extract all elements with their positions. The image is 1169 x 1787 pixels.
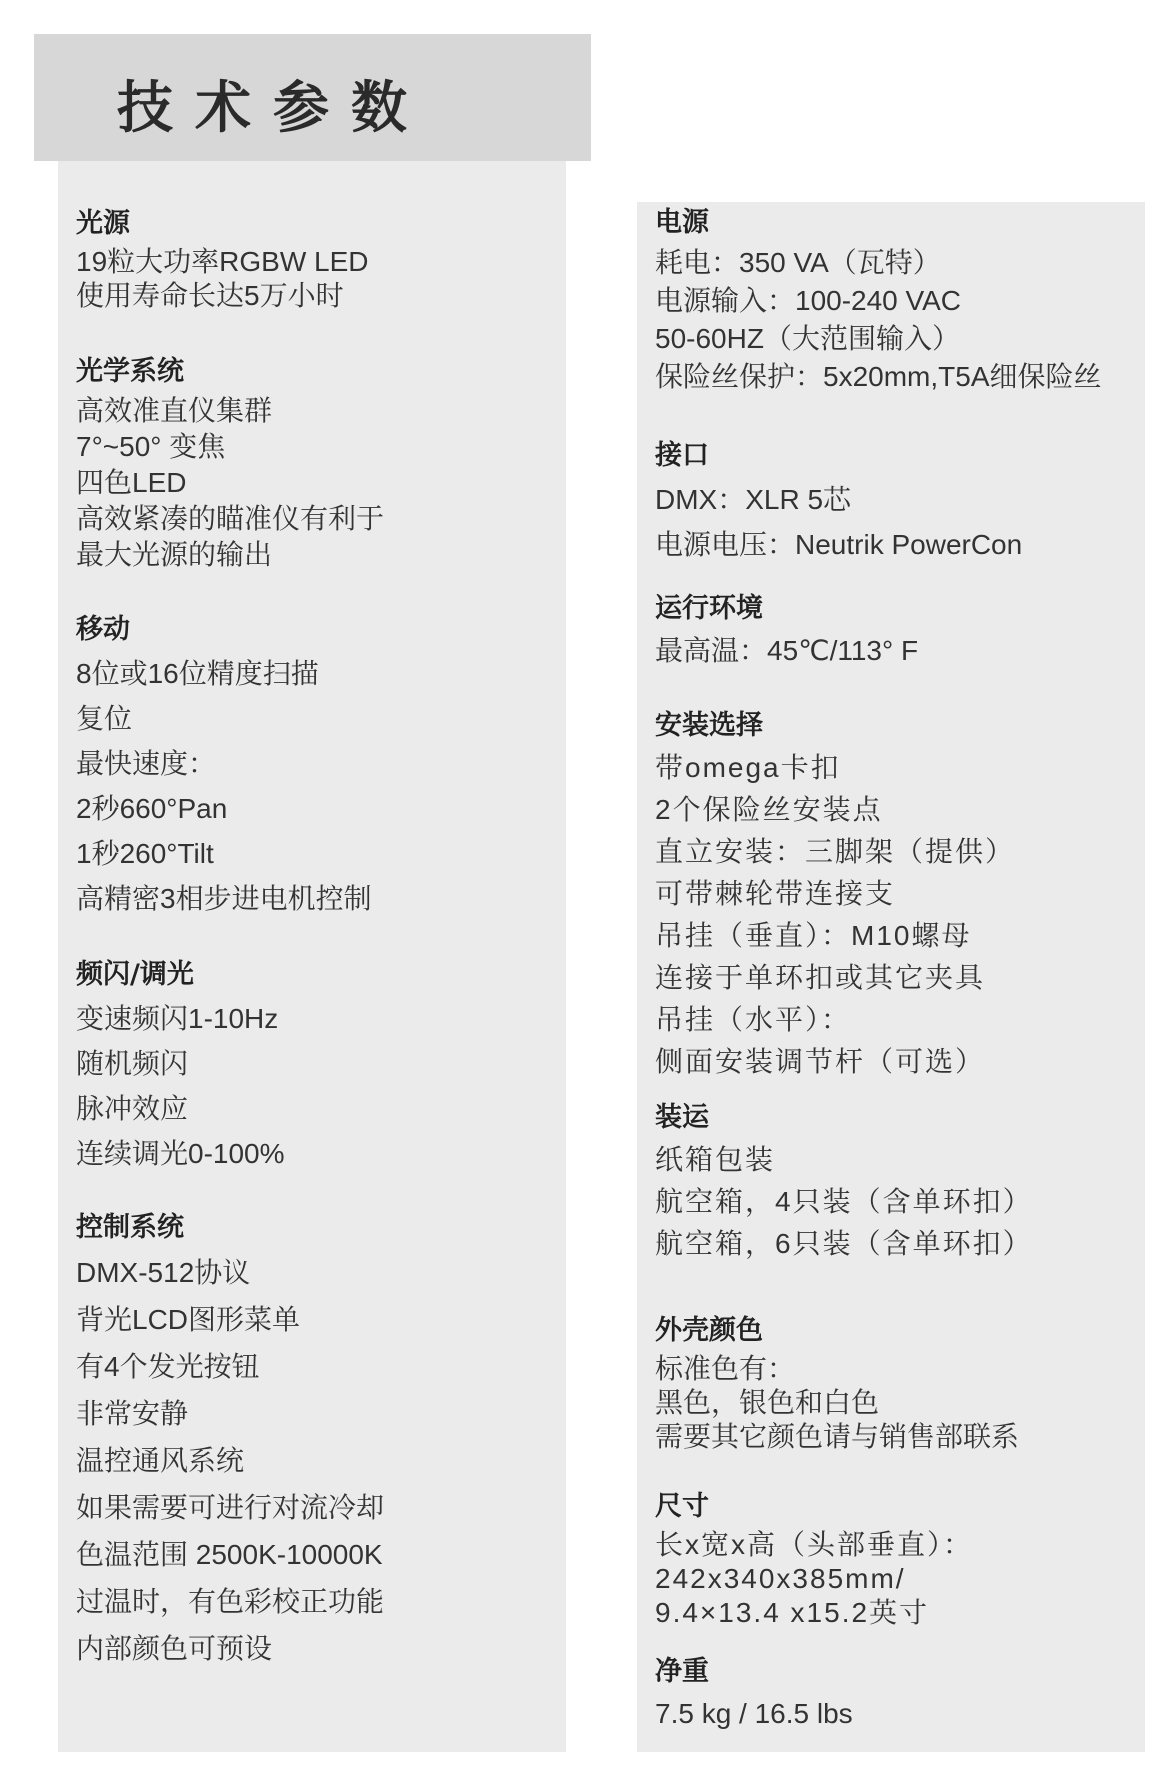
spec-line: 内部颜色可预设 (76, 1633, 273, 1664)
spec-line: 高效紧凑的瞄准仪有利于 (76, 503, 385, 534)
spec-line: 航空箱，4只装（含单环扣） (655, 1186, 1033, 1217)
spec-line: 242x340x385mm/ (655, 1563, 906, 1594)
spec-line: 复位 (76, 703, 133, 734)
spec-section-optics (76, 351, 560, 573)
section-title: 控制系统 (76, 1212, 184, 1243)
spec-section-dimensions (655, 1486, 1139, 1630)
spec-line: DMX：XLR 5芯 (655, 484, 852, 515)
spec-line: 标准色有： (655, 1353, 796, 1384)
spec-section-net-weight (655, 1651, 1139, 1735)
section-title: 装运 (655, 1102, 709, 1133)
header-tab (34, 34, 591, 161)
spec-line: 如果需要可进行对流冷却 (76, 1492, 385, 1523)
spec-line: 高效准直仪集群 (76, 395, 273, 426)
spec-line: 使用寿命长达5万小时 (76, 280, 344, 311)
spec-section-strobe-dimming (76, 954, 560, 1176)
spec-line: 2秒660°Pan (76, 793, 228, 824)
spec-section-connectors (655, 435, 1139, 567)
spec-line: 8位或16位精度扫描 (76, 658, 319, 689)
spec-section-control-system (76, 1207, 560, 1672)
spec-line: 需要其它颜色请与销售部联系 (655, 1421, 1020, 1452)
spec-line: DMX-512协议 (76, 1257, 251, 1288)
section-title: 接口 (655, 440, 709, 471)
spec-line: 吊挂（水平）： (655, 1004, 852, 1035)
spec-line: 保险丝保护：5x20mm,T5A细保险丝 (655, 361, 1102, 392)
page-title: 技术参数 (117, 76, 429, 141)
spec-section-power (655, 202, 1139, 396)
section-title: 净重 (655, 1656, 709, 1687)
spec-line: 四色LED (76, 467, 187, 498)
spec-line: 最大光源的输出 (76, 539, 273, 570)
spec-line: 带omega卡扣 (655, 752, 841, 783)
section-title: 尺寸 (655, 1491, 709, 1522)
spec-line: 背光LCD图形菜单 (76, 1304, 301, 1335)
spec-line: 高精密3相步进电机控制 (76, 883, 372, 914)
section-title: 外壳颜色 (655, 1315, 763, 1346)
section-title: 运行环境 (655, 593, 763, 624)
spec-line: 可带棘轮带连接支 (655, 878, 896, 909)
spec-line: 最快速度： (76, 748, 217, 779)
spec-line: 过温时，有色彩校正功能 (76, 1586, 385, 1617)
right-spec-panel (637, 202, 1145, 1752)
spec-line: 温控通风系统 (76, 1445, 245, 1476)
section-title: 安装选择 (655, 710, 763, 741)
spec-section-shipping (655, 1097, 1139, 1265)
spec-line: 有4个发光按钮 (76, 1351, 260, 1382)
spec-line: 50-60HZ（大范围输入） (655, 323, 960, 354)
spec-line: 最高温：45℃/113° F (655, 635, 919, 666)
spec-section-environment (655, 588, 1139, 672)
spec-line: 连接于单环扣或其它夹具 (655, 962, 986, 993)
spec-section-housing-color (655, 1310, 1139, 1454)
spec-line: 7.5 kg / 16.5 lbs (655, 1698, 853, 1729)
spec-line: 脉冲效应 (76, 1093, 189, 1124)
left-spec-panel (58, 161, 566, 1752)
spec-line: 侧面安装调节杆（可选） (655, 1046, 986, 1077)
spec-line: 非常安静 (76, 1398, 189, 1429)
section-title: 光学系统 (76, 356, 184, 387)
spec-line: 2个保险丝安装点 (655, 794, 883, 825)
spec-line: 黑色，银色和白色 (655, 1387, 880, 1418)
spec-line: 长x宽x高（头部垂直）： (655, 1529, 974, 1560)
spec-line: 直立安装：三脚架（提供） (655, 836, 1016, 867)
spec-line: 纸箱包装 (655, 1144, 776, 1175)
spec-section-movement (76, 609, 560, 921)
section-title: 频闪/调光 (76, 959, 194, 990)
section-title: 光源 (76, 208, 130, 239)
spec-line: 吊挂（垂直）：M10螺母 (655, 920, 972, 951)
section-title: 移动 (76, 614, 130, 645)
spec-line: 1秒260°Tilt (76, 838, 214, 869)
spec-line: 9.4×13.4 x15.2英寸 (655, 1597, 930, 1628)
spec-line: 19粒大功率RGBW LED (76, 246, 369, 277)
spec-line: 耗电：350 VA（瓦特） (655, 247, 941, 278)
spec-section-light-source (76, 203, 560, 313)
spec-line: 色温范围 2500K-10000K (76, 1539, 383, 1570)
section-title: 电源 (655, 207, 709, 238)
spec-line: 电源电压：Neutrik PowerCon (655, 529, 1023, 560)
spec-line: 变速频闪1-10Hz (76, 1003, 279, 1034)
spec-line: 7°~50° 变焦 (76, 431, 226, 462)
spec-line: 随机频闪 (76, 1048, 189, 1079)
spec-section-mounting (655, 705, 1139, 1083)
spec-line: 电源输入：100-240 VAC (655, 285, 962, 316)
spec-line: 连续调光0-100% (76, 1138, 285, 1169)
spec-line: 航空箱，6只装（含单环扣） (655, 1228, 1033, 1259)
